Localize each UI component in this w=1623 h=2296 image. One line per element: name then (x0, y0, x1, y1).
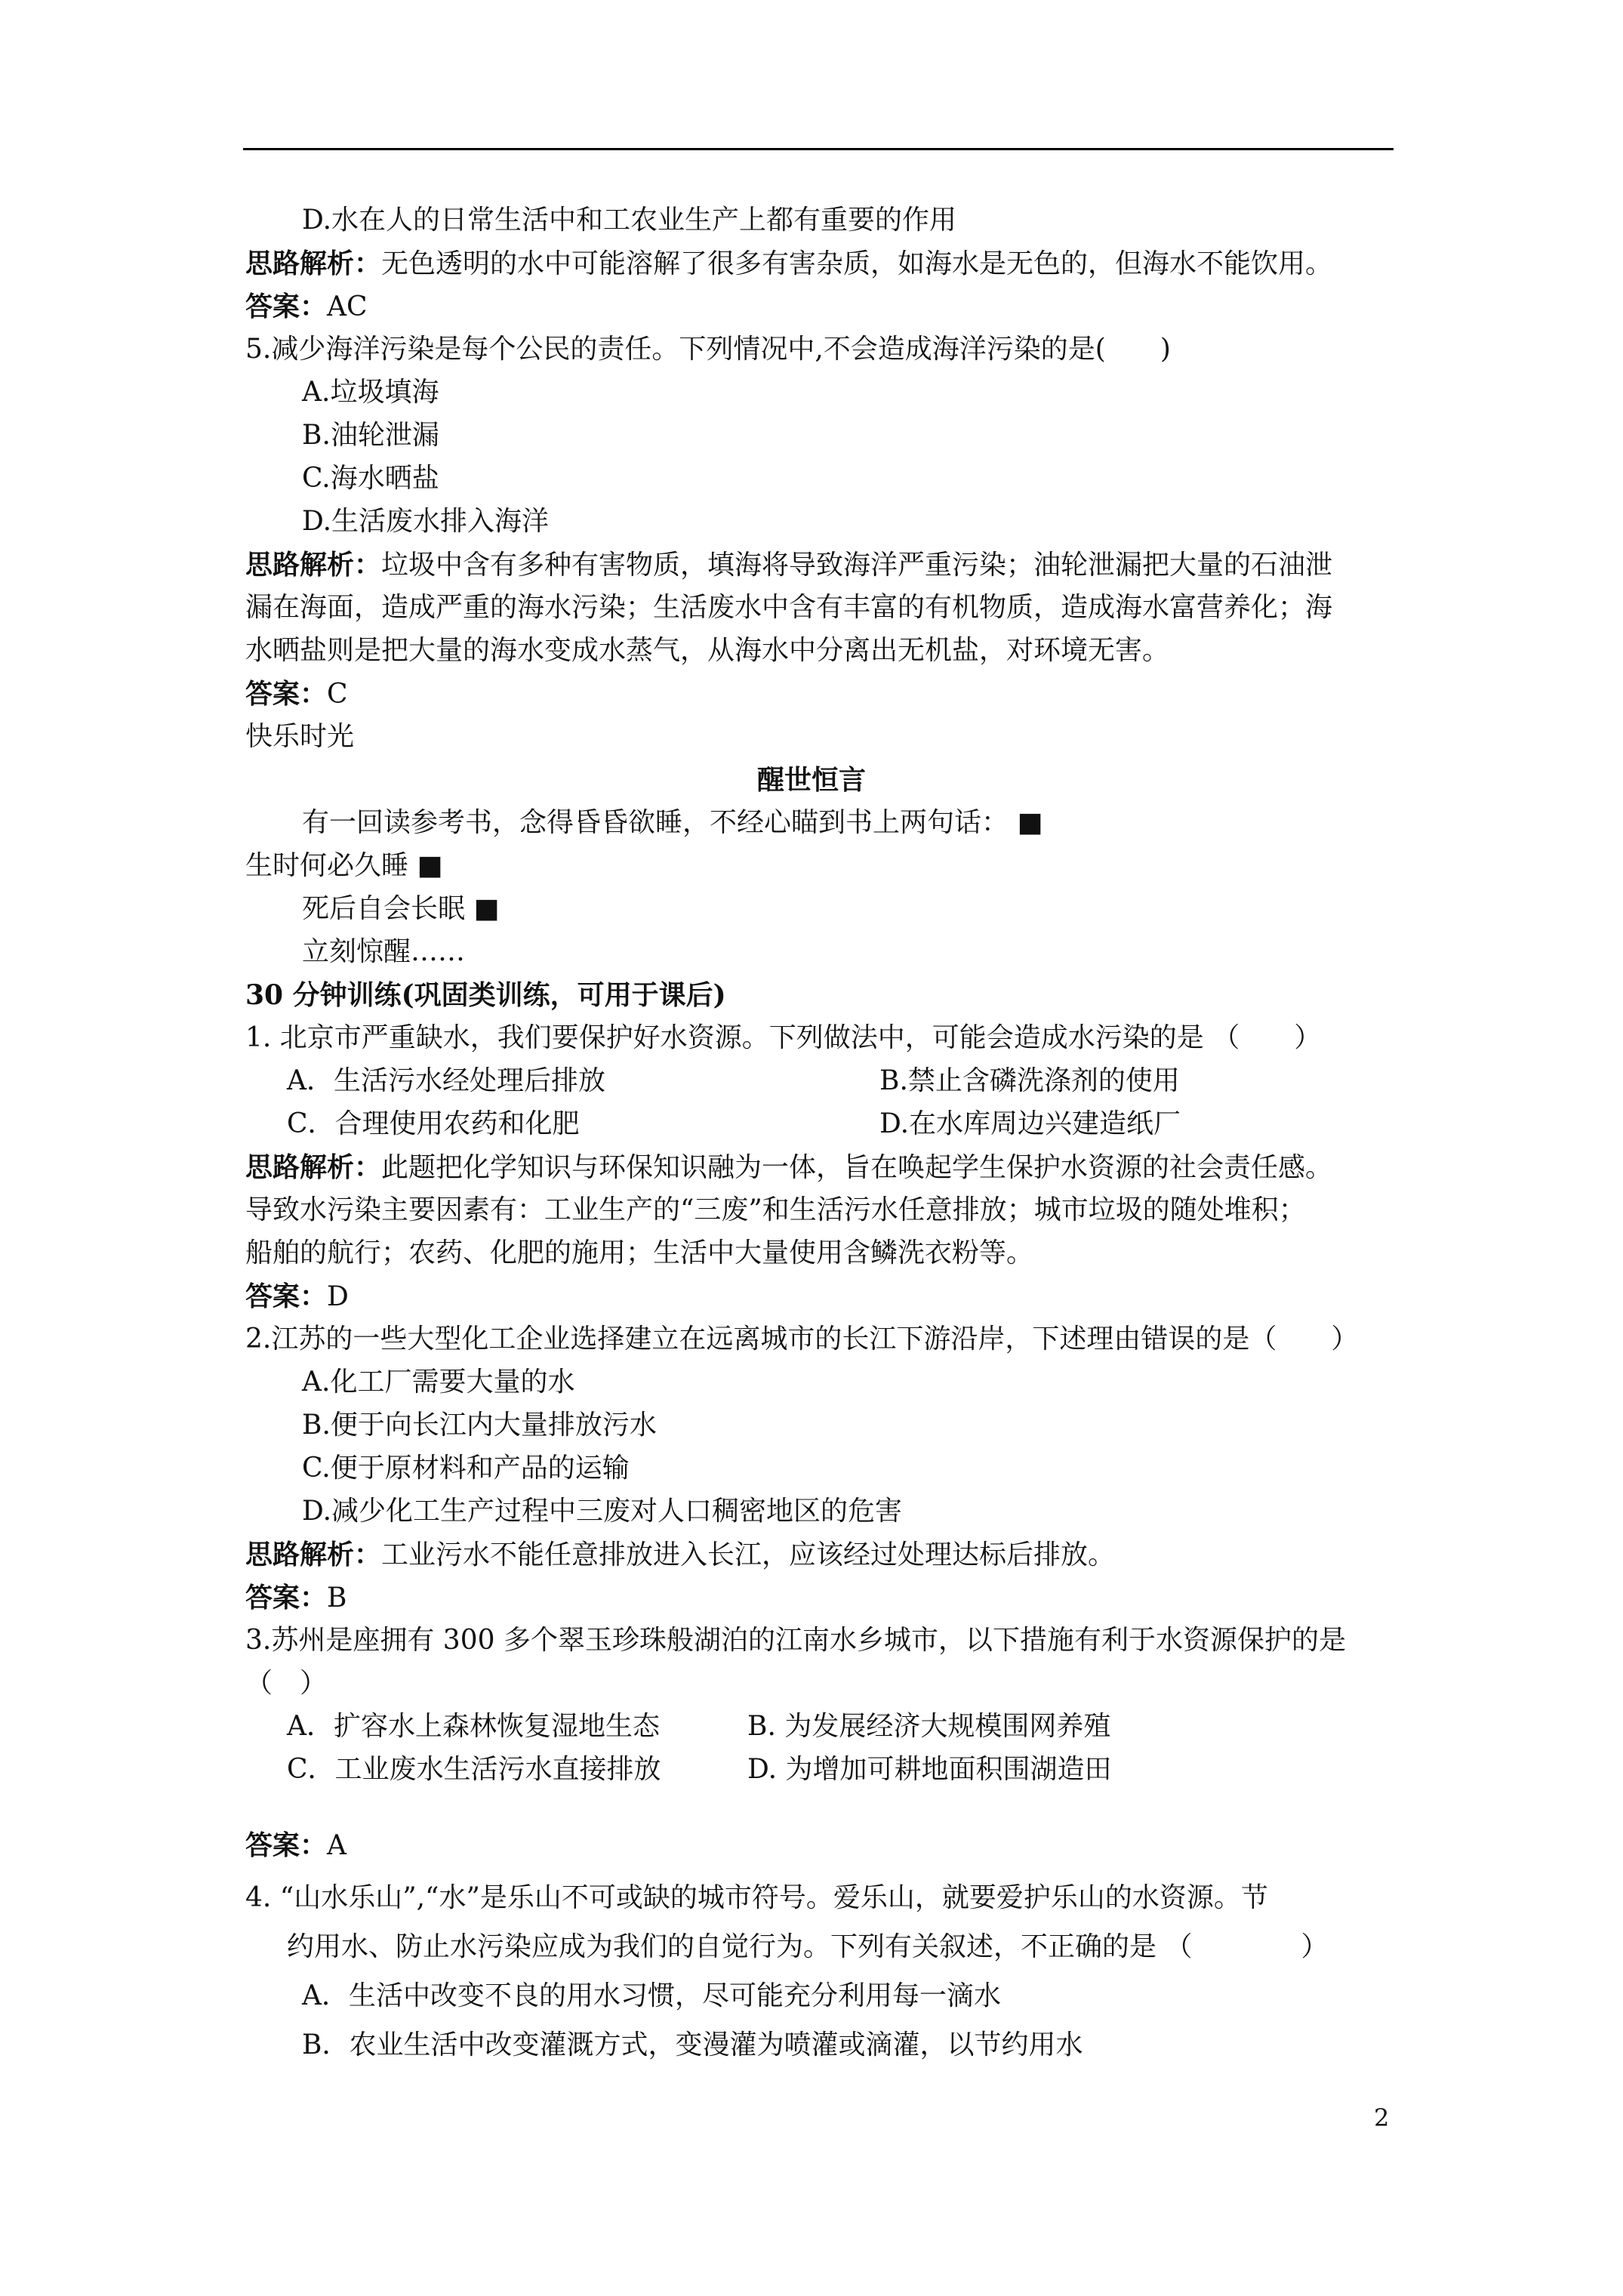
line-text: 无色透明的水中可能溶解了很多有害杂质，如海水是无色的，但海水不能饮用。 (381, 248, 1333, 279)
text-line (245, 1666, 327, 1702)
line-label: 答案： (245, 291, 328, 322)
line-text: 1. 北京市严重缺水，我们要保护好水资源。下列做法中，可能会造成水污染的是 （ ） (245, 1022, 1322, 1053)
text-line (245, 1579, 346, 1616)
text-line (245, 288, 368, 325)
line-text: B (327, 1583, 347, 1613)
text-line (245, 1149, 1332, 1186)
line-text: 2.江苏的一些大型化工企业选择建立在远离城市的长江下游沿岸，下述理由错误的是（ ） (245, 1324, 1359, 1354)
text-line (879, 1106, 1181, 1142)
text-line (245, 1880, 1268, 1916)
line-label: 思路解析： (245, 1539, 382, 1570)
text-line (245, 245, 1332, 282)
line-text: C (327, 679, 348, 710)
line-text: C．合理使用农药和化肥 (287, 1108, 580, 1139)
line-text: A (327, 1830, 347, 1861)
line-label: 思路解析： (245, 549, 382, 581)
text-line (245, 977, 726, 1013)
line-text: D.减少化工生产过程中三废对人口稠密地区的危害 (302, 1496, 903, 1527)
line-text: 漏在海面，造成严重的海水污染；生活废水中含有丰富的有机物质，造成海水富营养化；海 (245, 592, 1333, 623)
line-text: B．农业生活中改变灌溉方式，变漫灌为喷灌或滴灌，以节约用水 (302, 2029, 1083, 2060)
line-text: D. 为增加可耕地面积围湖造田 (747, 1754, 1112, 1785)
text-line (245, 1278, 349, 1315)
line-text: 船舶的航行；农药、化肥的施用；生活中大量使用含鳞洗衣粉等。 (245, 1237, 1034, 1268)
line-text: C.海水晒盐 (302, 463, 439, 494)
text-line (245, 1192, 1306, 1228)
text-line (0, 762, 1623, 798)
line-text: 快乐时光 (245, 721, 355, 752)
text-line (747, 1709, 1110, 1745)
line-text: 5.减少海洋污染是每个公民的责任。下列情况中,不会造成海洋污染的是( ) (245, 334, 1171, 365)
text-line (302, 202, 956, 239)
line-text: 垃圾中含有多种有害物质，填海将导致海洋严重污染；油轮泄漏把大量的石油泄 (381, 550, 1333, 581)
text-line (245, 1020, 1321, 1056)
line-text: 有一回读参考书，念得昏昏欲睡，不经心瞄到书上两句话： ■ (302, 807, 1043, 838)
text-line (747, 1752, 1111, 1788)
line-label: 思路解析： (245, 248, 382, 279)
line-text: A．生活中改变不良的用水习惯，尽可能充分利用每一滴水 (302, 1980, 1001, 2011)
text-line (287, 1709, 660, 1745)
line-text: 工业污水不能任意排放进入长江，应该经过处理达标后排放。 (381, 1539, 1116, 1570)
text-line (245, 633, 1169, 669)
line-text: B. 为发展经济大规模围网养殖 (747, 1711, 1111, 1742)
text-line (245, 1235, 1033, 1271)
page-number: 2 (1374, 2103, 1390, 2132)
text-line (287, 1106, 580, 1142)
text-line (245, 1536, 1115, 1573)
header-rule (243, 148, 1394, 150)
line-text: D (327, 1281, 349, 1312)
line-text: B.禁止含磷洗涤剂的使用 (879, 1065, 1180, 1096)
text-line (302, 1364, 574, 1401)
text-line (302, 1450, 630, 1487)
text-line (302, 1978, 1001, 2014)
line-label: 答案： (245, 678, 328, 710)
line-label: 思路解析： (245, 1151, 382, 1183)
text-line (245, 1623, 1346, 1659)
line-text: 3.苏州是座拥有 300 多个翠玉珍珠般湖泊的江南水乡城市，以下措施有利于水资源保护的是 (245, 1625, 1346, 1656)
line-text: B.油轮泄漏 (302, 420, 439, 451)
text-line (245, 848, 442, 884)
line-text: 约用水、防止水污染应成为我们的自觉行为。下列有关叙述，不正确的是 （ ） (287, 1931, 1329, 1962)
line-text: A.垃圾填海 (302, 377, 439, 408)
line-text: A．扩容水上森林恢复湿地生态 (287, 1711, 660, 1742)
text-line (245, 590, 1332, 626)
line-text: 水晒盐则是把大量的海水变成水蒸气，从海水中分离出无机盐，对环境无害。 (245, 635, 1170, 666)
line-text: C.便于原材料和产品的运输 (302, 1453, 630, 1484)
text-line (287, 1929, 1328, 1965)
text-line (302, 418, 439, 454)
text-line (245, 1321, 1358, 1358)
text-line (302, 891, 499, 927)
line-text: 此题把化学知识与环保知识融为一体，旨在唤起学生保护水资源的社会责任感。 (381, 1152, 1333, 1183)
line-text: D.水在人的日常生活中和工农业生产上都有重要的作用 (302, 205, 957, 236)
text-line (302, 934, 465, 970)
line-text: D.生活废水排入海洋 (302, 506, 550, 537)
text-line (245, 331, 1171, 368)
line-label: 答案： (245, 1281, 328, 1312)
line-text: 4. “山水乐山”,“水”是乐山不可或缺的城市符号。爱乐山，就要爱护乐山的水资源。节 (245, 1882, 1268, 1913)
line-text: B.便于向长江内大量排放污水 (302, 1410, 657, 1441)
text-line (245, 719, 354, 755)
line-text: 生时何必久睡 ■ (245, 850, 443, 881)
text-line (302, 2027, 1083, 2063)
line-label: 答案： (245, 1582, 328, 1613)
line-text: 立刻惊醒…… (302, 936, 466, 967)
line-text: A.化工厂需要大量的水 (302, 1367, 575, 1398)
line-label: 答案： (245, 1829, 328, 1861)
text-line (302, 461, 439, 497)
line-text: 导致水污染主要因素有：工业生产的“三废”和生活污水任意排放；城市垃圾的随处堆积； (245, 1194, 1306, 1225)
line-text: （ ） (245, 1668, 328, 1699)
line-text: AC (327, 291, 368, 322)
line-text: A．生活污水经处理后排放 (287, 1065, 605, 1096)
line-text: C．工业废水生活污水直接排放 (287, 1754, 661, 1785)
text-line (302, 374, 439, 411)
text-line (302, 1407, 657, 1444)
text-line (302, 1493, 902, 1530)
text-line (245, 1827, 346, 1864)
text-line (287, 1752, 661, 1788)
text-line (302, 504, 549, 540)
text-line (879, 1063, 1180, 1099)
line-text: D.在水库周边兴建造纸厂 (879, 1108, 1181, 1139)
text-line (287, 1063, 605, 1099)
text-line (245, 676, 348, 713)
line-text: 30 分钟训练(巩固类训练，可用于课后) (245, 979, 726, 1011)
line-text: 醒世恒言 (756, 764, 866, 796)
text-line (245, 547, 1332, 584)
line-text: 死后自会长眠 ■ (302, 893, 500, 924)
text-line (302, 805, 1042, 841)
